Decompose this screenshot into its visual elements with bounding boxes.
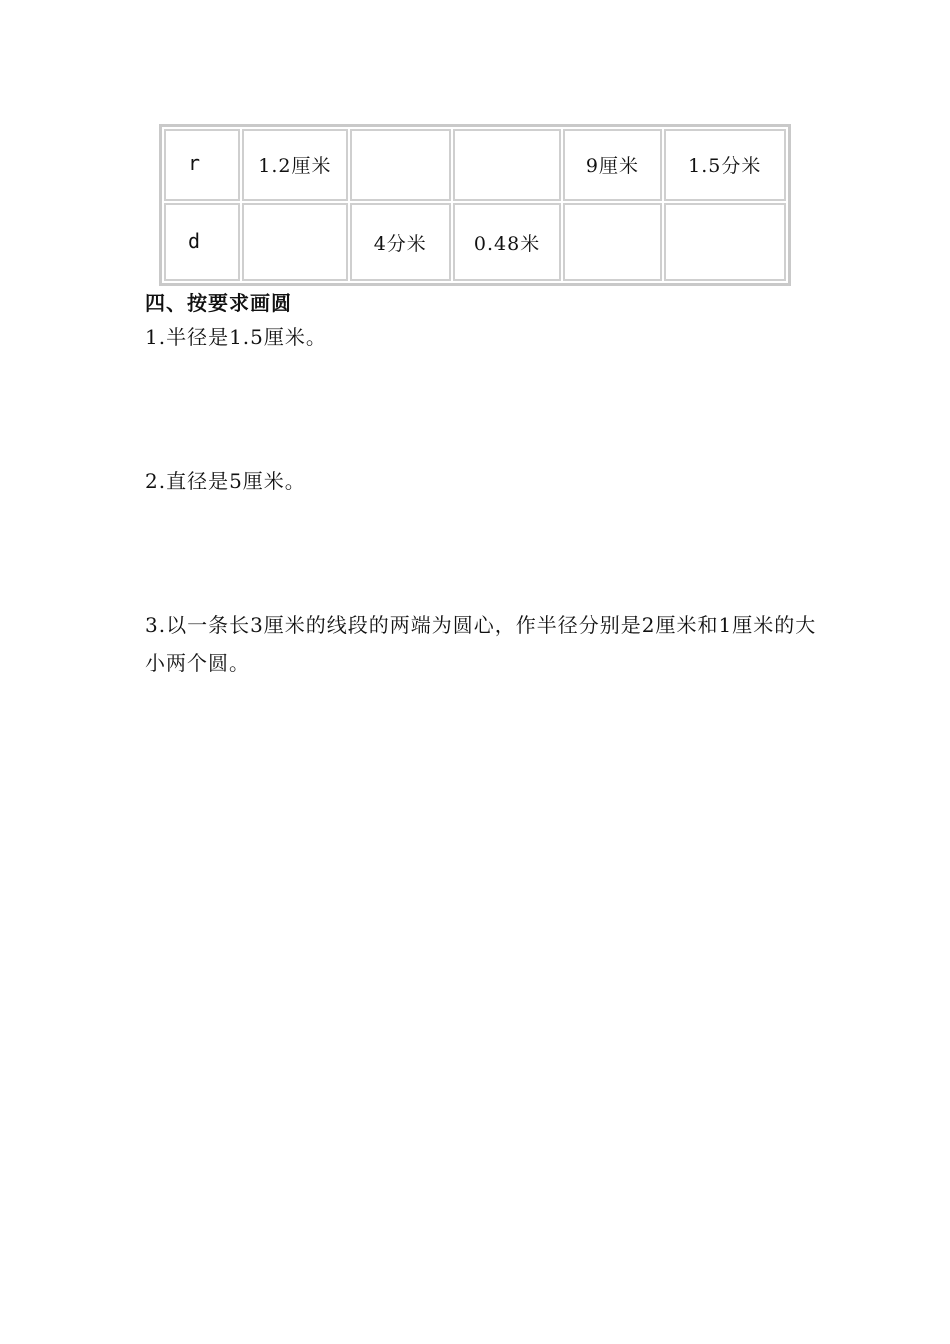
cell-value xyxy=(666,205,784,229)
question-3: 3.以一条长3厘米的线段的两端为圆心，作半径分别是2厘米和1厘米的大小两个圆。 xyxy=(145,613,817,675)
cell-value xyxy=(565,205,659,229)
table-cell xyxy=(242,129,347,201)
cell-value xyxy=(352,131,449,151)
table-cell xyxy=(453,203,561,281)
radius-diameter-grid xyxy=(162,127,788,283)
row-header-d xyxy=(164,203,240,281)
cell-value: 0.48米 xyxy=(473,233,541,256)
cell-value: 1.2厘米 xyxy=(258,155,332,177)
table-cell xyxy=(664,203,786,281)
table-cell xyxy=(350,203,451,281)
row-header-r xyxy=(164,129,240,201)
row-header-label: r xyxy=(188,151,202,175)
table-cell xyxy=(563,203,661,281)
cell-value: 4分米 xyxy=(373,233,427,256)
question-1: 1.半径是1.5厘米。 xyxy=(145,325,327,349)
table-cell xyxy=(350,129,451,201)
cell-value: 1.5分米 xyxy=(688,155,762,177)
table-row-diameter xyxy=(164,203,786,281)
table-cell xyxy=(242,203,347,281)
radius-diameter-table xyxy=(159,124,791,286)
table-cell xyxy=(664,129,786,201)
table-row-radius xyxy=(164,129,786,201)
table-cell xyxy=(453,129,561,201)
cell-value: 9厘米 xyxy=(585,155,639,177)
table-cell xyxy=(563,129,661,201)
cell-value xyxy=(244,205,345,229)
row-header-label: d xyxy=(188,229,202,254)
cell-value xyxy=(455,131,559,151)
section-title: 四、按要求画圆 xyxy=(145,291,292,315)
question-2: 2.直径是5厘米。 xyxy=(145,469,306,493)
